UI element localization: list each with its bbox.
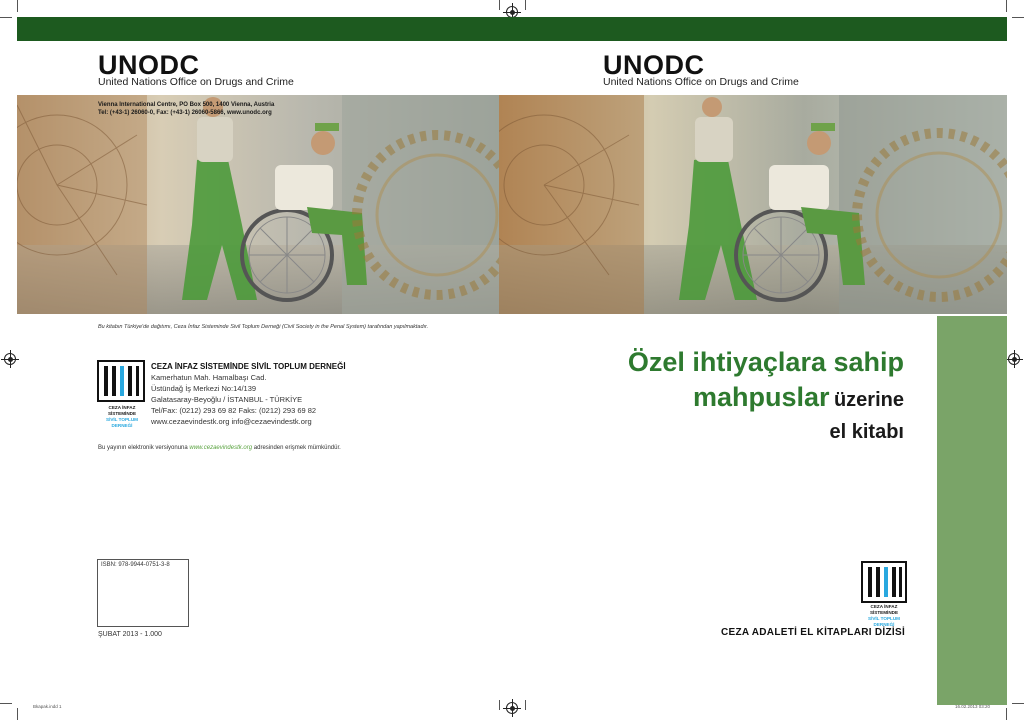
file-slug: Bkapak.indd 1 xyxy=(33,704,62,709)
association-name: CEZA İNFAZ SİSTEMİNDE SİVİL TOPLUM DERNEĞİ xyxy=(151,362,346,371)
front-logo-caption xyxy=(858,604,910,628)
crop-mark xyxy=(525,0,526,10)
book-title xyxy=(628,347,904,449)
title-line-2-green: mahpuslar xyxy=(692,382,830,412)
association-address-3: Galatasaray-Beyoğlu / İSTANBUL - TÜRKİYE xyxy=(151,395,303,404)
front-brand: UNODC xyxy=(603,50,705,80)
front-logo-line-1: CEZA İNFAZ SİSTEMİNDE xyxy=(869,604,899,615)
crop-mark xyxy=(1012,703,1024,704)
back-brand-subtitle: United Nations Office on Drugs and Crime xyxy=(98,76,294,88)
crop-mark xyxy=(0,703,12,704)
series-title: CEZA ADALETİ EL KİTAPLARI DİZİSİ xyxy=(721,627,906,638)
association-web: www.cezaevindestk.org info@cezaevindestk.org xyxy=(151,417,312,426)
back-cover-photo xyxy=(17,95,499,314)
crop-mark xyxy=(0,17,12,18)
crop-mark xyxy=(17,708,18,720)
crop-mark xyxy=(17,0,18,12)
title-line-2-black: üzerine xyxy=(833,389,904,411)
logo-caption-line-1: CEZA İNFAZ SİSTEMİNDE xyxy=(107,405,137,416)
title-line-1: Özel ihtiyaçlara sahip xyxy=(627,347,904,377)
association-contact xyxy=(151,361,346,427)
registration-mark-icon xyxy=(1008,353,1020,365)
unodc-address xyxy=(98,101,274,117)
logo-caption-line-2: SİVİL TOPLUM DERNEĞİ xyxy=(106,417,138,428)
front-cover-photo xyxy=(499,95,1007,314)
address-line-1: Vienna International Centre, PO Box 500, 1400 Vienna, Austria xyxy=(98,102,275,108)
online-version-note xyxy=(98,445,341,451)
crop-mark xyxy=(525,700,526,710)
association-logo-caption xyxy=(97,405,147,429)
crop-mark xyxy=(1006,708,1007,720)
online-suffix: adresinden erişmek mümkündür. xyxy=(253,445,341,451)
online-prefix: Bu yayının elektronik versiyonuna xyxy=(98,445,188,451)
isbn-box xyxy=(97,559,189,627)
crop-mark xyxy=(499,700,500,710)
crop-mark xyxy=(499,0,500,10)
association-address-2: Üstündağ İş Merkezi No:14/139 xyxy=(151,384,257,393)
association-address-1: Kamerhatun Mah. Hamalbaşı Cad. xyxy=(151,373,267,382)
crop-mark xyxy=(1006,0,1007,12)
registration-mark-icon xyxy=(506,702,518,714)
front-brand-subtitle: United Nations Office on Drugs and Crime xyxy=(603,76,799,88)
online-link[interactable]: www.cezaevindestk.org xyxy=(189,445,253,451)
title-line-3: el kitabı xyxy=(829,421,904,443)
green-spine-band xyxy=(937,316,1007,705)
association-phone: Tel/Fax: (0212) 293 69 82 Faks: (0212) 293 69 82 xyxy=(151,406,317,415)
back-brand: UNODC xyxy=(98,50,200,80)
top-green-band xyxy=(17,17,1007,41)
registration-mark-icon xyxy=(4,353,16,365)
front-logo-line-2: SİVİL TOPLUM DERNEĞİ xyxy=(868,616,900,627)
address-line-2: Tel: (+43-1) 26060-0, Fax: (+43-1) 26060-5866, www.unodc.org xyxy=(98,110,272,116)
crop-mark xyxy=(1012,17,1024,18)
timestamp-slug: 16.02.2013 03:20 xyxy=(955,704,991,709)
edition-date: ŞUBAT 2013 - 1.000 xyxy=(98,631,162,638)
distribution-note: Bu kitabın Türkiye'de dağıtımı, Ceza İnfaz Sisteminde Sivil Toplum Derneği (Civil Society in the Penal System) tarafından yapılmaktadır. xyxy=(98,324,429,330)
isbn: ISBN: 978-9944-0751-3-8 xyxy=(101,562,170,568)
